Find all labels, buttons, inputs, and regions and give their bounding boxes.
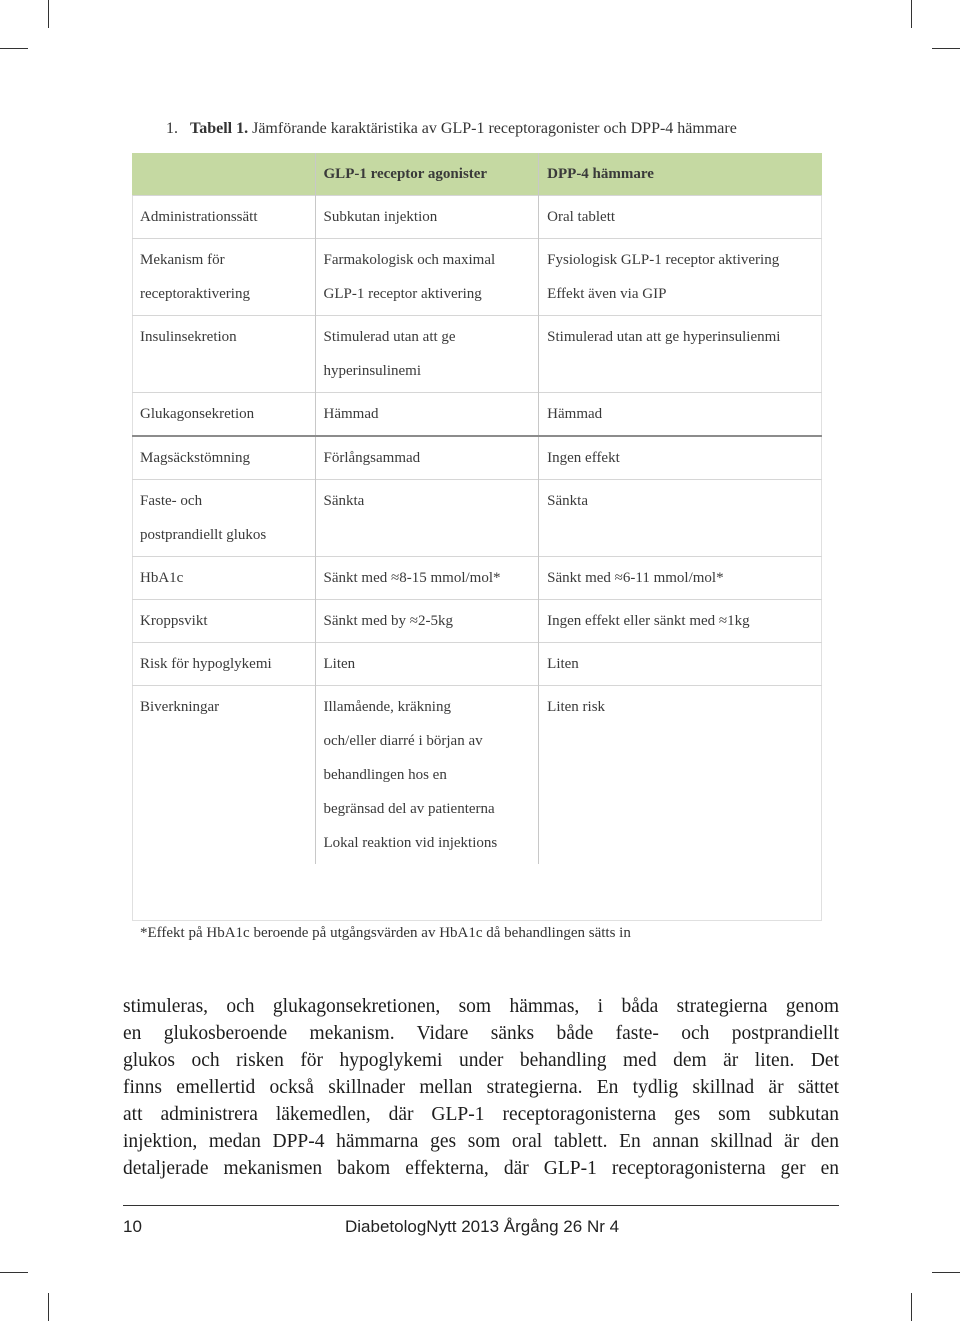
table-row: [132, 196, 822, 239]
body-text-line: injektion, medan DPP-4 hämmarna ges som oral tablett. En annan skillnad är den: [123, 1131, 839, 1152]
crop-mark: [0, 48, 28, 49]
table-cell-line: Stimulerad utan att ge hyperinsulienmi: [547, 329, 781, 345]
table-title-rest: Jämförande karaktäristika av GLP-1 receptoragonister och DPP-4 hämmare: [252, 120, 737, 137]
table-cell-label: [132, 393, 315, 437]
table-row: [132, 643, 822, 686]
table-cell-line: Sänkt med ≈6-11 mmol/mol*: [547, 570, 724, 586]
table-cell-dpp4: [539, 393, 822, 437]
body-text-line: en glukosberoende mekanism. Vidare sänks både faste- och postprandiellt: [123, 1023, 839, 1044]
table-cell-line: Stimulerad utan att ge: [323, 329, 456, 345]
crop-mark: [911, 1293, 912, 1321]
table-header-cell: GLP-1 receptor agonister: [315, 153, 539, 196]
table-cell-glp1: [315, 600, 539, 643]
table-cell-line: behandlingen hos en: [323, 767, 447, 783]
table-cell-line: Sänkt med by ≈2-5kg: [323, 613, 453, 629]
table-cell-label: [132, 643, 315, 686]
crop-mark: [0, 1272, 28, 1273]
body-text-line: finns emellertid också skillnader mellan strategierna. En tydlig skillnad är sättet: [123, 1077, 839, 1098]
crop-mark: [48, 1293, 49, 1321]
body-text-line: detaljerade mekanismen bakom effekterna, där GLP-1 receptoragonisterna ger en: [123, 1158, 839, 1179]
table-cell-line: Administrationssätt: [140, 209, 258, 225]
table-cell-line: Biverkningar: [140, 699, 220, 715]
table-cell-label: [132, 557, 315, 600]
table-cell-label: [132, 436, 315, 480]
table-header-row: [132, 153, 822, 196]
table-cell-line: Glukagonsekretion: [140, 406, 255, 422]
body-text: [123, 993, 839, 1182]
footer-rule: [123, 1205, 839, 1206]
table-cell-label: [132, 196, 315, 239]
table-header-cell: [132, 153, 315, 196]
table-cell-label: [132, 686, 315, 865]
table-cell-dpp4: [539, 480, 822, 557]
table-cell-line: GLP-1 receptor aktivering: [323, 286, 482, 302]
table-cell-dpp4: [539, 557, 822, 600]
table-row: [132, 557, 822, 600]
table-row: [132, 316, 822, 393]
body-text-line: stimuleras, och glukagonsekretionen, som hämmas, i båda strategierna genom: [123, 996, 839, 1017]
table-cell-dpp4: [539, 239, 822, 316]
table-cell-line: Kroppsvikt: [140, 613, 208, 629]
crop-mark: [48, 0, 49, 28]
table-cell-line: Oral tablett: [547, 209, 616, 225]
table-cell-glp1: [315, 239, 539, 316]
table-cell-line: Fysiologisk GLP-1 receptor aktivering: [547, 252, 780, 268]
table-row: [132, 436, 822, 480]
table-cell-line: postprandiellt glukos: [140, 527, 267, 543]
table-row: [132, 686, 822, 865]
table-cell-glp1: [315, 196, 539, 239]
table-header-cell: DPP-4 hämmare: [539, 153, 822, 196]
table-cell-glp1: [315, 393, 539, 437]
body-text-line: att administrera läkemedlen, där GLP-1 receptoragonisterna ges som subkutan: [123, 1104, 839, 1125]
table-cell-line: Mekanism för: [140, 252, 225, 268]
table-cell-glp1: [315, 316, 539, 393]
table-row: [132, 600, 822, 643]
table-cell-line: Risk för hypoglykemi: [140, 656, 272, 672]
table-cell-glp1: [315, 480, 539, 557]
table-cell-line: Farmakologisk och maximal: [323, 252, 496, 268]
table-cell-line: Magsäckstömning: [140, 450, 250, 466]
table-cell-line: och/eller diarré i början av: [323, 733, 483, 749]
table-title-bold: Tabell 1.: [190, 120, 249, 137]
table-cell-line: Liten risk: [547, 699, 606, 715]
table-cell-glp1: [315, 686, 539, 865]
table-cell-line: Insulinsekretion: [140, 329, 237, 345]
table-cell-label: [132, 316, 315, 393]
table-cell-dpp4: [539, 643, 822, 686]
table-cell-dpp4: [539, 600, 822, 643]
table-cell-glp1: [315, 643, 539, 686]
table-title: [166, 120, 737, 138]
table-cell-line: Sänkt med ≈8-15 mmol/mol*: [323, 570, 501, 586]
table-cell-label: [132, 480, 315, 557]
body-text-line: glukos och risken för hypoglykemi under behandling med dem är liten. Det: [123, 1050, 839, 1071]
table-cell-line: Liten: [547, 656, 579, 672]
table-cell-glp1: [315, 557, 539, 600]
table-cell-line: begränsad del av patienterna: [323, 801, 495, 817]
crop-mark: [911, 0, 912, 28]
table-cell-line: Ingen effekt eller sänkt med ≈1kg: [547, 613, 750, 629]
table-cell-dpp4: [539, 436, 822, 480]
table-cell-label: [132, 600, 315, 643]
table-cell-glp1: [315, 436, 539, 480]
table-cell-line: Ingen effekt: [547, 450, 620, 466]
table-cell-line: Liten: [323, 656, 356, 672]
table-cell-line: receptoraktivering: [140, 286, 250, 302]
table-cell-line: Hämmad: [323, 406, 379, 422]
page-number: 10: [123, 1217, 142, 1236]
table-cell-dpp4: [539, 316, 822, 393]
magazine-info: DiabetologNytt 2013 Årgång 26 Nr 4: [345, 1217, 620, 1236]
table-row: [132, 480, 822, 557]
table-cell-line: Lokal reaktion vid injektions: [323, 835, 498, 851]
comparison-table: [132, 153, 822, 864]
table-cell-line: Subkutan injektion: [323, 209, 438, 225]
table-cell-dpp4: [539, 686, 822, 865]
table-cell-line: Sänkta: [547, 493, 588, 509]
crop-mark: [932, 48, 960, 49]
table-footnote: *Effekt på HbA1c beroende på utgångsvärden av HbA1c då behandlingen sätts in: [140, 925, 631, 941]
table-cell-dpp4: [539, 196, 822, 239]
crop-mark: [932, 1272, 960, 1273]
table-cell-line: Faste- och: [140, 493, 203, 509]
table-cell-line: Hämmad: [547, 406, 603, 422]
table-cell-line: HbA1c: [140, 570, 184, 586]
table-cell-line: Sänkta: [323, 493, 365, 509]
table-cell-line: Illamående, kräkning: [323, 699, 451, 715]
table-title-number: 1.: [166, 120, 178, 137]
table-cell-line: hyperinsulinemi: [323, 363, 422, 379]
table-cell-label: [132, 239, 315, 316]
table-row: [132, 239, 822, 316]
table-cell-line: Effekt även via GIP: [547, 286, 667, 302]
table-row: [132, 393, 822, 437]
table-cell-line: Förlångsammad: [323, 450, 421, 466]
